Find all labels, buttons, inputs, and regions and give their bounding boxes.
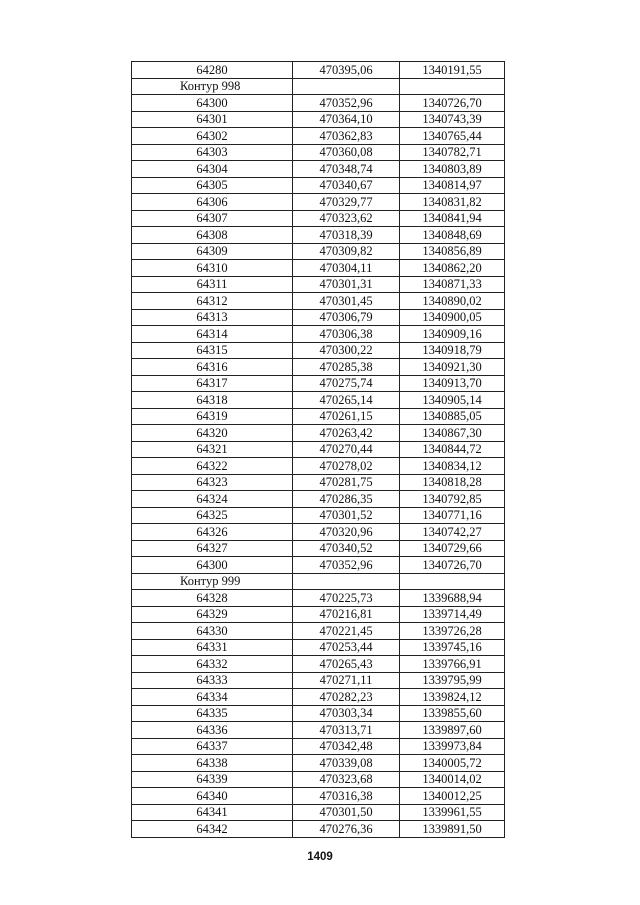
table-row (132, 474, 505, 491)
point-number-cell: 64308 (132, 227, 293, 244)
y-coordinate-cell: 1340900,05 (400, 309, 505, 326)
point-number-cell: 64326 (132, 524, 293, 541)
table-row (132, 491, 505, 508)
x-coordinate-cell: 470313,71 (293, 722, 400, 739)
point-number-cell: 64322 (132, 458, 293, 475)
point-number-cell: 64303 (132, 144, 293, 161)
table-row (132, 755, 505, 772)
x-coordinate-cell: 470278,02 (293, 458, 400, 475)
y-coordinate-cell: 1340862,20 (400, 260, 505, 277)
point-number-cell: 64342 (132, 821, 293, 838)
x-coordinate-cell: 470364,10 (293, 111, 400, 128)
y-coordinate-cell: 1340005,72 (400, 755, 505, 772)
table-row (132, 128, 505, 145)
point-number-cell: 64306 (132, 194, 293, 211)
empty-cell (400, 573, 505, 590)
point-number-cell: 64300 (132, 95, 293, 112)
y-coordinate-cell: 1340729,66 (400, 540, 505, 557)
y-coordinate-cell: 1340848,69 (400, 227, 505, 244)
table-row (132, 540, 505, 557)
point-number-cell: 64315 (132, 342, 293, 359)
table-row (132, 524, 505, 541)
table-row (132, 689, 505, 706)
x-coordinate-cell: 470261,15 (293, 408, 400, 425)
x-coordinate-cell: 470340,52 (293, 540, 400, 557)
contour-header-row (132, 78, 505, 95)
x-coordinate-cell: 470301,31 (293, 276, 400, 293)
table-row (132, 606, 505, 623)
coordinates-table (131, 61, 505, 838)
x-coordinate-cell: 470348,74 (293, 161, 400, 178)
y-coordinate-cell: 1340782,71 (400, 144, 505, 161)
point-number-cell: 64337 (132, 738, 293, 755)
table-row (132, 705, 505, 722)
table-row (132, 276, 505, 293)
x-coordinate-cell: 470340,67 (293, 177, 400, 194)
y-coordinate-cell: 1339961,55 (400, 804, 505, 821)
empty-cell (293, 78, 400, 95)
y-coordinate-cell: 1340885,05 (400, 408, 505, 425)
y-coordinate-cell: 1340771,16 (400, 507, 505, 524)
table-row (132, 177, 505, 194)
y-coordinate-cell: 1340867,30 (400, 425, 505, 442)
table-row (132, 590, 505, 607)
y-coordinate-cell: 1339714,49 (400, 606, 505, 623)
x-coordinate-cell: 470306,79 (293, 309, 400, 326)
table-row (132, 425, 505, 442)
x-coordinate-cell: 470271,11 (293, 672, 400, 689)
table-row (132, 557, 505, 574)
y-coordinate-cell: 1340913,70 (400, 375, 505, 392)
page-number: 1409 (307, 851, 333, 863)
y-coordinate-cell: 1339795,99 (400, 672, 505, 689)
table-row (132, 639, 505, 656)
coordinates-table-body (132, 62, 505, 838)
point-number-cell: 64309 (132, 243, 293, 260)
y-coordinate-cell: 1340834,12 (400, 458, 505, 475)
point-number-cell: 64336 (132, 722, 293, 739)
x-coordinate-cell: 470316,38 (293, 788, 400, 805)
empty-cell (293, 573, 400, 590)
point-number-cell: 64327 (132, 540, 293, 557)
point-number-cell: 64311 (132, 276, 293, 293)
point-number-cell: 64333 (132, 672, 293, 689)
y-coordinate-cell: 1340921,30 (400, 359, 505, 376)
table-row (132, 771, 505, 788)
y-coordinate-cell: 1339855,60 (400, 705, 505, 722)
table-row (132, 359, 505, 376)
table-row (132, 62, 505, 79)
point-number-cell: 64313 (132, 309, 293, 326)
point-number-cell: 64304 (132, 161, 293, 178)
table-row (132, 342, 505, 359)
table-row (132, 623, 505, 640)
point-number-cell: 64334 (132, 689, 293, 706)
y-coordinate-cell: 1339726,28 (400, 623, 505, 640)
table-row (132, 293, 505, 310)
x-coordinate-cell: 470323,62 (293, 210, 400, 227)
y-coordinate-cell: 1339973,84 (400, 738, 505, 755)
y-coordinate-cell: 1340191,55 (400, 62, 505, 79)
point-number-cell: 64301 (132, 111, 293, 128)
x-coordinate-cell: 470282,23 (293, 689, 400, 706)
y-coordinate-cell: 1340890,02 (400, 293, 505, 310)
x-coordinate-cell: 470265,14 (293, 392, 400, 409)
table-row (132, 441, 505, 458)
x-coordinate-cell: 470263,42 (293, 425, 400, 442)
y-coordinate-cell: 1340871,33 (400, 276, 505, 293)
point-number-cell: 64305 (132, 177, 293, 194)
table-row (132, 95, 505, 112)
point-number-cell: 64338 (132, 755, 293, 772)
x-coordinate-cell: 470352,96 (293, 557, 400, 574)
y-coordinate-cell: 1340012,25 (400, 788, 505, 805)
x-coordinate-cell: 470303,34 (293, 705, 400, 722)
y-coordinate-cell: 1340726,70 (400, 95, 505, 112)
x-coordinate-cell: 470352,96 (293, 95, 400, 112)
y-coordinate-cell: 1340803,89 (400, 161, 505, 178)
y-coordinate-cell: 1339745,16 (400, 639, 505, 656)
y-coordinate-cell: 1340726,70 (400, 557, 505, 574)
x-coordinate-cell: 470323,68 (293, 771, 400, 788)
y-coordinate-cell: 1340918,79 (400, 342, 505, 359)
y-coordinate-cell: 1339766,91 (400, 656, 505, 673)
table-row (132, 326, 505, 343)
y-coordinate-cell: 1340818,28 (400, 474, 505, 491)
x-coordinate-cell: 470281,75 (293, 474, 400, 491)
table-row (132, 161, 505, 178)
x-coordinate-cell: 470339,08 (293, 755, 400, 772)
x-coordinate-cell: 470301,45 (293, 293, 400, 310)
x-coordinate-cell: 470221,45 (293, 623, 400, 640)
x-coordinate-cell: 470304,11 (293, 260, 400, 277)
table-row (132, 194, 505, 211)
point-number-cell: 64330 (132, 623, 293, 640)
point-number-cell: 64328 (132, 590, 293, 607)
x-coordinate-cell: 470318,39 (293, 227, 400, 244)
x-coordinate-cell: 470360,08 (293, 144, 400, 161)
y-coordinate-cell: 1340856,89 (400, 243, 505, 260)
x-coordinate-cell: 470300,22 (293, 342, 400, 359)
point-number-cell: 64318 (132, 392, 293, 409)
x-coordinate-cell: 470275,74 (293, 375, 400, 392)
x-coordinate-cell: 470265,43 (293, 656, 400, 673)
point-number-cell: 64339 (132, 771, 293, 788)
point-number-cell: 64314 (132, 326, 293, 343)
y-coordinate-cell: 1340831,82 (400, 194, 505, 211)
point-number-cell: 64300 (132, 557, 293, 574)
x-coordinate-cell: 470286,35 (293, 491, 400, 508)
point-number-cell: 64323 (132, 474, 293, 491)
y-coordinate-cell: 1340841,94 (400, 210, 505, 227)
empty-cell (400, 78, 505, 95)
table-row (132, 111, 505, 128)
x-coordinate-cell: 470301,50 (293, 804, 400, 821)
table-row (132, 408, 505, 425)
point-number-cell: 64302 (132, 128, 293, 145)
y-coordinate-cell: 1340014,02 (400, 771, 505, 788)
y-coordinate-cell: 1340765,44 (400, 128, 505, 145)
table-row (132, 210, 505, 227)
point-number-cell: 64341 (132, 804, 293, 821)
point-number-cell: 64340 (132, 788, 293, 805)
point-number-cell: 64329 (132, 606, 293, 623)
contour-label: Контур 998 (132, 78, 293, 95)
table-row (132, 260, 505, 277)
y-coordinate-cell: 1339688,94 (400, 590, 505, 607)
x-coordinate-cell: 470342,48 (293, 738, 400, 755)
x-coordinate-cell: 470395,06 (293, 62, 400, 79)
table-row (132, 227, 505, 244)
table-row (132, 392, 505, 409)
x-coordinate-cell: 470216,81 (293, 606, 400, 623)
x-coordinate-cell: 470309,82 (293, 243, 400, 260)
table-row (132, 788, 505, 805)
x-coordinate-cell: 470329,77 (293, 194, 400, 211)
x-coordinate-cell: 470301,52 (293, 507, 400, 524)
y-coordinate-cell: 1340905,14 (400, 392, 505, 409)
table-row (132, 507, 505, 524)
y-coordinate-cell: 1339891,50 (400, 821, 505, 838)
contour-label: Контур 999 (132, 573, 293, 590)
point-number-cell: 64312 (132, 293, 293, 310)
y-coordinate-cell: 1340814,97 (400, 177, 505, 194)
y-coordinate-cell: 1339824,12 (400, 689, 505, 706)
y-coordinate-cell: 1339897,60 (400, 722, 505, 739)
x-coordinate-cell: 470270,44 (293, 441, 400, 458)
x-coordinate-cell: 470320,96 (293, 524, 400, 541)
table-row (132, 656, 505, 673)
y-coordinate-cell: 1340844,72 (400, 441, 505, 458)
point-number-cell: 64324 (132, 491, 293, 508)
x-coordinate-cell: 470362,83 (293, 128, 400, 145)
contour-header-row (132, 573, 505, 590)
point-number-cell: 64307 (132, 210, 293, 227)
x-coordinate-cell: 470253,44 (293, 639, 400, 656)
point-number-cell: 64331 (132, 639, 293, 656)
table-row (132, 375, 505, 392)
point-number-cell: 64316 (132, 359, 293, 376)
table-row (132, 722, 505, 739)
table-row (132, 804, 505, 821)
table-row (132, 144, 505, 161)
point-number-cell: 64320 (132, 425, 293, 442)
table-row (132, 458, 505, 475)
point-number-cell: 64310 (132, 260, 293, 277)
table-row (132, 738, 505, 755)
x-coordinate-cell: 470306,38 (293, 326, 400, 343)
y-coordinate-cell: 1340909,16 (400, 326, 505, 343)
point-number-cell: 64319 (132, 408, 293, 425)
point-number-cell: 64280 (132, 62, 293, 79)
table-row (132, 672, 505, 689)
y-coordinate-cell: 1340742,27 (400, 524, 505, 541)
x-coordinate-cell: 470225,73 (293, 590, 400, 607)
point-number-cell: 64335 (132, 705, 293, 722)
table-row (132, 821, 505, 838)
x-coordinate-cell: 470285,38 (293, 359, 400, 376)
y-coordinate-cell: 1340743,39 (400, 111, 505, 128)
table-row (132, 243, 505, 260)
point-number-cell: 64321 (132, 441, 293, 458)
point-number-cell: 64317 (132, 375, 293, 392)
table-row (132, 309, 505, 326)
y-coordinate-cell: 1340792,85 (400, 491, 505, 508)
x-coordinate-cell: 470276,36 (293, 821, 400, 838)
point-number-cell: 64325 (132, 507, 293, 524)
point-number-cell: 64332 (132, 656, 293, 673)
